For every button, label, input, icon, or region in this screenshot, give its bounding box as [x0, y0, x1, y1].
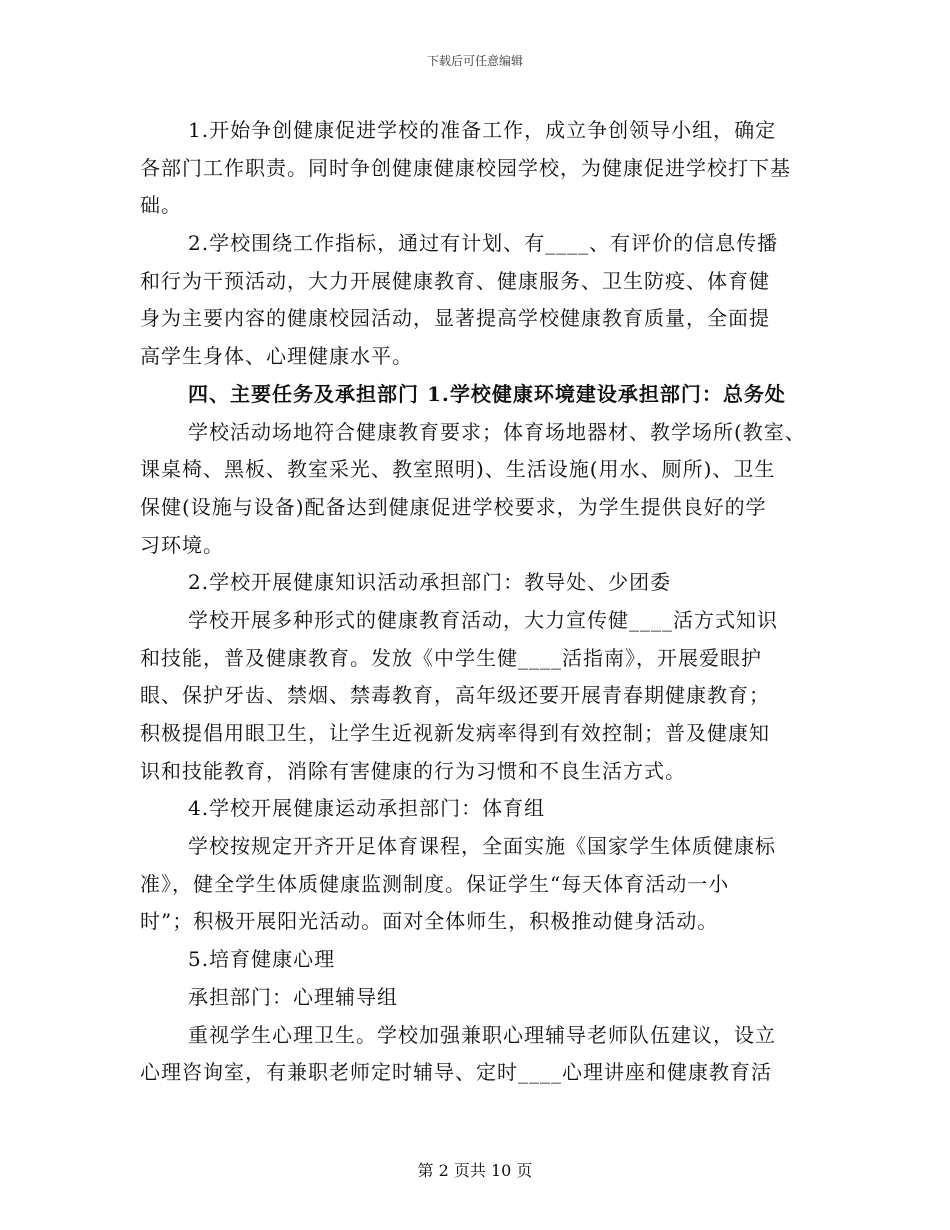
paragraph-line: 学校开展多种形式的健康教育活动，大力宣传健____活方式知识 — [188, 607, 778, 632]
paragraph-line: 身为主要内容的健康校园活动，显著提高学校健康教育质量，全面提 — [140, 306, 770, 331]
paragraph-line: 各部门工作职责。同时争创健康健康校园学校，为健康促进学校打下基 — [140, 155, 791, 180]
paragraph-line: 重视学生心理卫生。学校加强兼职心理辅导老师队伍建议，设立 — [188, 1022, 776, 1047]
document-body — [140, 112, 830, 1092]
paragraph-line: 识和技能教育，消除有害健康的行为习惯和不良生活方式。 — [140, 758, 686, 783]
paragraph-line: 和行为干预活动，大力开展健康教育、健康服务、卫生防疫、体育健 — [140, 268, 770, 293]
paragraph-line: 积极提倡用眼卫生，让学生近视新发病率得到有效控制；普及健康知 — [140, 721, 770, 745]
paragraph-line: 眼、保护牙齿、禁烟、禁毒教育，高年级还要开展青春期健康教育； — [140, 683, 770, 708]
subsection-heading: 4.学校开展健康运动承担部门：体育组 — [188, 796, 546, 821]
paragraph-line: 学校按规定开齐开足体育课程，全面实施《国家学生体质健康标 — [188, 834, 776, 859]
paragraph-line: 课桌椅、黑板、教室采光、教室照明)、生活设施(用水、厕所)、卫生 — [140, 457, 776, 482]
paragraph-line: 高学生身体、心理健康水平。 — [140, 344, 413, 369]
section-heading: 四、主要任务及承担部门 1.学校健康环境建设承担部门：总务处 — [188, 381, 786, 406]
page-footer: 第 2 页共 10 页 — [417, 1161, 533, 1180]
page-header: 下载后可任意编辑 — [426, 54, 523, 68]
subsection-heading: 5.培育健康心理 — [188, 947, 336, 972]
paragraph-line: 保健(设施与设备)配备达到健康促进学校要求，为学生提供良好的学 — [140, 494, 767, 519]
paragraph-line: 2.学校围绕工作指标，通过有计划、有____、有评价的信息传播 — [188, 231, 779, 256]
paragraph-line: 准》，健全学生体质健康监测制度。保证学生“每天体育活动一小 — [140, 871, 730, 896]
paragraph-line: 心理咨询室，有兼职老师定时辅导、定时____心理讲座和健康教育活 — [140, 1060, 772, 1085]
paragraph-line: 1.开始争创健康促进学校的准备工作，成立争创领导小组，确定 — [188, 118, 777, 142]
paragraph-line: 时”；积极开展阳光活动。面对全体师生，积极推动健身活动。 — [140, 909, 719, 934]
paragraph-line: 和技能，普及健康教育。发放《中学生健____活指南》，开展爱眼护 — [140, 645, 762, 670]
subsection-heading: 2.学校开展健康知识活动承担部门：教导处、少团委 — [188, 570, 672, 595]
paragraph-line: 习环境。 — [140, 532, 224, 557]
paragraph-line: 学校活动场地符合健康教育要求；体育场地器材、教学场所(教室、 — [188, 419, 806, 444]
paragraph-line: 承担部门：心理辅导组 — [188, 984, 398, 1009]
paragraph-line: 础。 — [140, 193, 182, 218]
